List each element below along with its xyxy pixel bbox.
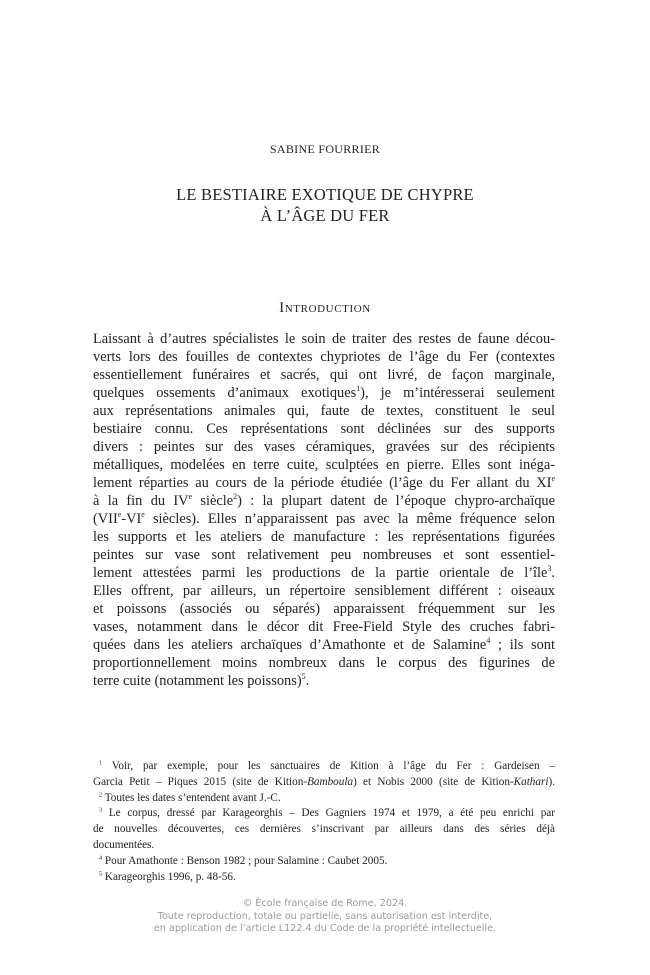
footnote-text: Karageorghis 1996, p. 48-56. bbox=[104, 870, 236, 883]
footnote-ref: 5 bbox=[301, 672, 306, 682]
footnote-ref: 1 bbox=[356, 384, 361, 394]
footnote-number: 2 bbox=[99, 791, 103, 798]
body-line: peintes sur vase sont relativement peu nombreuses et sont essentiel- bbox=[93, 547, 555, 563]
body-line: aux représentations animales qui, faute de textes, constituent le seul bbox=[93, 403, 555, 419]
section-heading: Introduction bbox=[279, 300, 371, 316]
superscript: e bbox=[141, 510, 145, 520]
footnote-number: 1 bbox=[99, 760, 103, 767]
footnote-number: 4 bbox=[99, 855, 103, 862]
footnote-number: 5 bbox=[99, 870, 103, 877]
body-text-run: lement attestées parmi les productions de la partie orientale de l’île bbox=[93, 565, 548, 581]
body-text-run: (VII bbox=[93, 511, 118, 527]
footnote-text: Garcia Petit – Piques 2015 (site de Kition- bbox=[93, 775, 308, 788]
body-line: divers : peintes sur des vases céramiques, gravées sur des récipients bbox=[93, 439, 555, 455]
body-text-run: . bbox=[305, 673, 310, 689]
body-paragraph bbox=[93, 330, 555, 690]
footnote-text: Voir, par exemple, pour les sanctuaires de Kition à l’âge du Fer : Gardeisen – bbox=[111, 760, 555, 772]
footnote-ref: 4 bbox=[486, 636, 491, 646]
body-line bbox=[93, 672, 555, 690]
body-text-run: quelques ossements d’animaux exotiques bbox=[93, 385, 357, 401]
body-text-run: terre cuite (notamment les poissons) bbox=[93, 673, 302, 689]
body-text-run: quées dans les ateliers archaïques d’Amathonte et de Salamine bbox=[93, 637, 487, 653]
body-line: bestiaire connu. Ces représentations sont déclinées sur des supports bbox=[93, 421, 555, 437]
body-line bbox=[93, 564, 555, 582]
title-line-1: LE BESTIAIRE EXOTIQUE DE CHYPRE bbox=[176, 185, 474, 204]
body-text-run: ), je m’intéresserai seulement bbox=[360, 385, 556, 401]
footnote-2 bbox=[93, 791, 555, 807]
body-line: Laissant à d’autres spécialistes le soin de traiter des restes de faune décou- bbox=[93, 331, 555, 347]
footnote-1 bbox=[93, 759, 555, 775]
copyright-notice bbox=[0, 898, 650, 936]
footnote-3 bbox=[93, 806, 555, 822]
superscript: e bbox=[551, 474, 555, 484]
footnote-text: Toutes les dates s’entendent avant J.-C. bbox=[104, 791, 281, 804]
body-line: proportionnellement moins nombreux dans le corpus des figurines de bbox=[93, 655, 555, 671]
body-line bbox=[93, 492, 555, 510]
footnote-text: Le corpus, dressé par Karageorghis – Des Gagniers 1974 et 1979, a été peu enrichi par bbox=[108, 807, 555, 820]
body-line: Elles offrent, par ailleurs, un répertoire sensiblement différent : oiseaux bbox=[93, 583, 555, 599]
footnotes bbox=[93, 759, 555, 885]
body-line bbox=[93, 510, 555, 528]
body-text-run: ) : la plupart datent de l’époque chypro-archaïque bbox=[237, 493, 556, 509]
copyright-line: en application de l’article L122.4 du Code de la propriété intellectuelle. bbox=[153, 923, 497, 934]
copyright-line: © École française de Rome, 2024. bbox=[242, 898, 408, 909]
body-line: essentiellement funéraires et sacrés, qui ont livré, de façon marginale, bbox=[93, 367, 555, 383]
body-line bbox=[93, 384, 555, 402]
body-line bbox=[93, 636, 555, 654]
body-line: et poissons (associés ou séparés) apparaissent fréquemment sur les bbox=[93, 601, 555, 617]
copyright-line: Toute reproduction, totale ou partielle, sans autorisation est interdite, bbox=[157, 910, 493, 922]
superscript: e bbox=[117, 510, 122, 520]
footnote-text: Pour Amathonte : Benson 1982 ; pour Salamine : Caubet 2005. bbox=[104, 854, 388, 867]
body-line: métalliques, modelées en terre cuite, sculptées en pierre. Elles sont inéga- bbox=[93, 457, 555, 473]
footnote-3-cont: documentées. bbox=[93, 838, 155, 851]
footnote-italic: Bamboula bbox=[307, 775, 354, 788]
body-text-run: à la fin du IV bbox=[93, 493, 189, 509]
body-text-run: siècle bbox=[192, 493, 234, 509]
body-text-run: ; ils sont bbox=[490, 637, 555, 653]
footnote-text: ) et Nobis 2000 (site de Kition- bbox=[353, 775, 514, 788]
body-line: verts lors des fouilles de contextes chypriotes de l’âge du Fer (contextes bbox=[93, 349, 555, 365]
footnote-text: ). bbox=[548, 775, 555, 788]
footnote-3-cont: de nouvelles découvertes, ces dernières s’inscrivant par ailleurs dans des séries déjà bbox=[93, 823, 555, 836]
footnote-5 bbox=[93, 870, 555, 886]
body-line: vases, notamment dans le décor dit Free-Field Style des cruches fabri- bbox=[93, 619, 555, 635]
body-text-run: . bbox=[551, 565, 555, 581]
footnote-number: 3 bbox=[99, 807, 103, 814]
superscript: e bbox=[188, 492, 193, 502]
body-line bbox=[93, 474, 555, 492]
body-text-run: lement réparties au cours de la période étudiée (l’âge du Fer allant du XI bbox=[93, 475, 552, 491]
footnote-ref: 3 bbox=[547, 564, 552, 574]
footnote-1-cont bbox=[93, 775, 555, 791]
article-title bbox=[0, 184, 650, 226]
footnote-4 bbox=[93, 854, 555, 870]
footnote-ref: 2 bbox=[233, 492, 238, 502]
title-line-2: À L’ÂGE DU FER bbox=[260, 206, 390, 225]
author-name: SABINE FOURRIER bbox=[269, 142, 381, 156]
body-line: les supports et les ateliers de manufacture : les représentations figurées bbox=[93, 529, 555, 545]
body-text-run: siècles). Elles n’apparaissent pas avec la même fréquence selon bbox=[144, 511, 555, 527]
footnote-italic: Kathari bbox=[513, 775, 549, 788]
body-text-run: -VI bbox=[121, 511, 142, 527]
